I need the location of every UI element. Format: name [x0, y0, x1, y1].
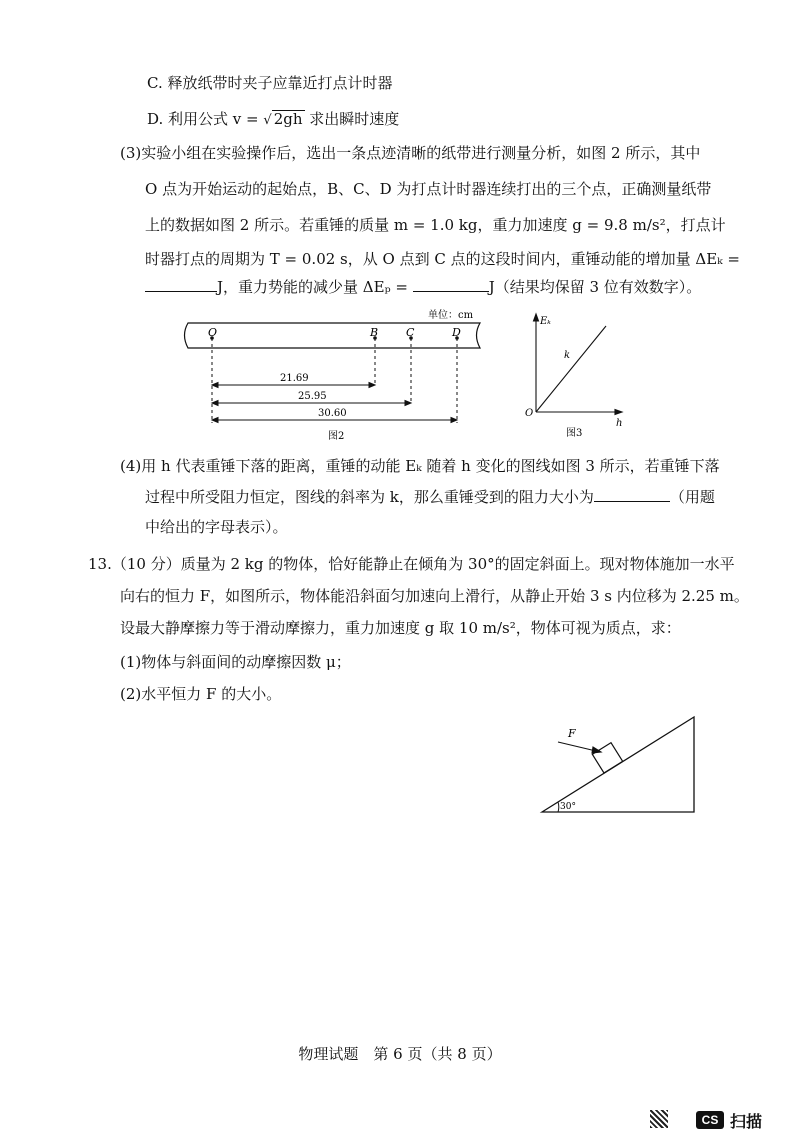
force-arrow — [558, 742, 601, 753]
fig2-caption: 图2 — [328, 431, 345, 442]
q4-line2-b: （用题 — [669, 488, 715, 506]
q3-line5-b: J（结果均保留 3 位有效数字）。 — [488, 278, 702, 296]
block — [592, 743, 622, 773]
point-o-label: O — [208, 326, 218, 339]
q4-line3: 中给出的字母表示）。 — [145, 518, 288, 536]
fig2-unit: 单位：cm — [428, 310, 474, 321]
option-d-suffix: 求出瞬时速度 — [309, 110, 400, 128]
option-d — [147, 108, 399, 132]
page-footer: 物理试题 第 6 页（共 8 页） — [298, 1045, 502, 1063]
q3-line4: 时器打点的周期为 T = 0.02 s，从 O 点到 C 点的这段时间内，重锤动能的增加量 ΔEₖ = — [145, 250, 740, 268]
q13-line2: 向右的恒力 F，如图所示，物体能沿斜面匀加速向上滑行，从静止开始 3 s 内位移为 2.25 m。 — [120, 587, 749, 605]
point-c-label: C — [406, 326, 415, 339]
q3-line5 — [145, 276, 701, 298]
q3-line3: 上的数据如图 2 所示。若重锤的质量 m = 1.0 kg，重力加速度 g = 9.8 m/s²，打点计 — [145, 216, 726, 234]
scan-text: 扫描 — [730, 1114, 763, 1131]
answer-blank-resistance[interactable] — [594, 487, 670, 502]
q4-line1: (4)用 h 代表重锤下落的距离，重锤的动能 Eₖ 随着 h 变化的图线如图 3 所示，若重锤下落 — [120, 457, 720, 475]
option-d-prefix: D. 利用公式 v = — [147, 110, 259, 128]
point-b-label: B — [370, 326, 379, 339]
scan-watermark — [650, 1106, 800, 1130]
cs-badge: CS — [696, 1111, 724, 1129]
q13-line1: 13.（10 分）质量为 2 kg 的物体，恰好能静止在倾角为 30°的固定斜面上。现对物体施加一水平 — [88, 555, 735, 573]
answer-blank-ep[interactable] — [413, 277, 489, 292]
point-d-label: D — [452, 326, 461, 339]
option-d-sqrt: 2gh — [273, 110, 303, 128]
answer-blank-ek[interactable] — [145, 277, 217, 292]
force-label: F — [568, 727, 576, 740]
fig3-caption: 图3 — [566, 428, 583, 439]
figure-2-tape — [180, 305, 500, 445]
qr-code-icon — [650, 1110, 668, 1128]
sqrt-icon: √ — [263, 113, 272, 128]
figure-3-graph — [522, 308, 632, 443]
q13-line3: 设最大静摩擦力等于滑动摩擦力，重力加速度 g 取 10 m/s²，物体可视为质点，求： — [120, 619, 681, 637]
q3-line5-a: J，重力势能的减少量 ΔEₚ = — [217, 278, 408, 296]
q4-line2 — [145, 486, 715, 508]
incline-figure — [530, 705, 710, 820]
q13-sub2: (2)水平恒力 F 的大小。 — [120, 685, 282, 703]
q4-line2-a: 过程中所受阻力恒定，图线的斜率为 k，那么重锤受到的阻力大小为 — [145, 488, 594, 506]
fig3-y-label: Eₖ — [540, 316, 551, 327]
paper-tape — [185, 323, 481, 348]
fig3-slope-label: k — [564, 350, 571, 361]
angle-arc — [558, 802, 559, 812]
dim-od: 30.60 — [318, 408, 347, 419]
angle-label: 30° — [560, 802, 576, 812]
dim-oc: 25.95 — [298, 391, 327, 402]
fig3-x-label: h — [616, 418, 623, 429]
q13-sub1: (1)物体与斜面间的动摩擦因数 μ； — [120, 653, 351, 671]
fig3-origin: O — [525, 408, 534, 419]
option-c: C. 释放纸带时夹子应靠近打点计时器 — [147, 74, 393, 92]
q3-line1: (3)实验小组在实验操作后，选出一条点迹清晰的纸带进行测量分析，如图 2 所示，其中 — [120, 144, 701, 162]
q3-line2: O 点为开始运动的起始点，B、C、D 为打点计时器连续打出的三个点，正确测量纸带 — [145, 180, 712, 198]
dim-ob: 21.69 — [280, 373, 309, 384]
